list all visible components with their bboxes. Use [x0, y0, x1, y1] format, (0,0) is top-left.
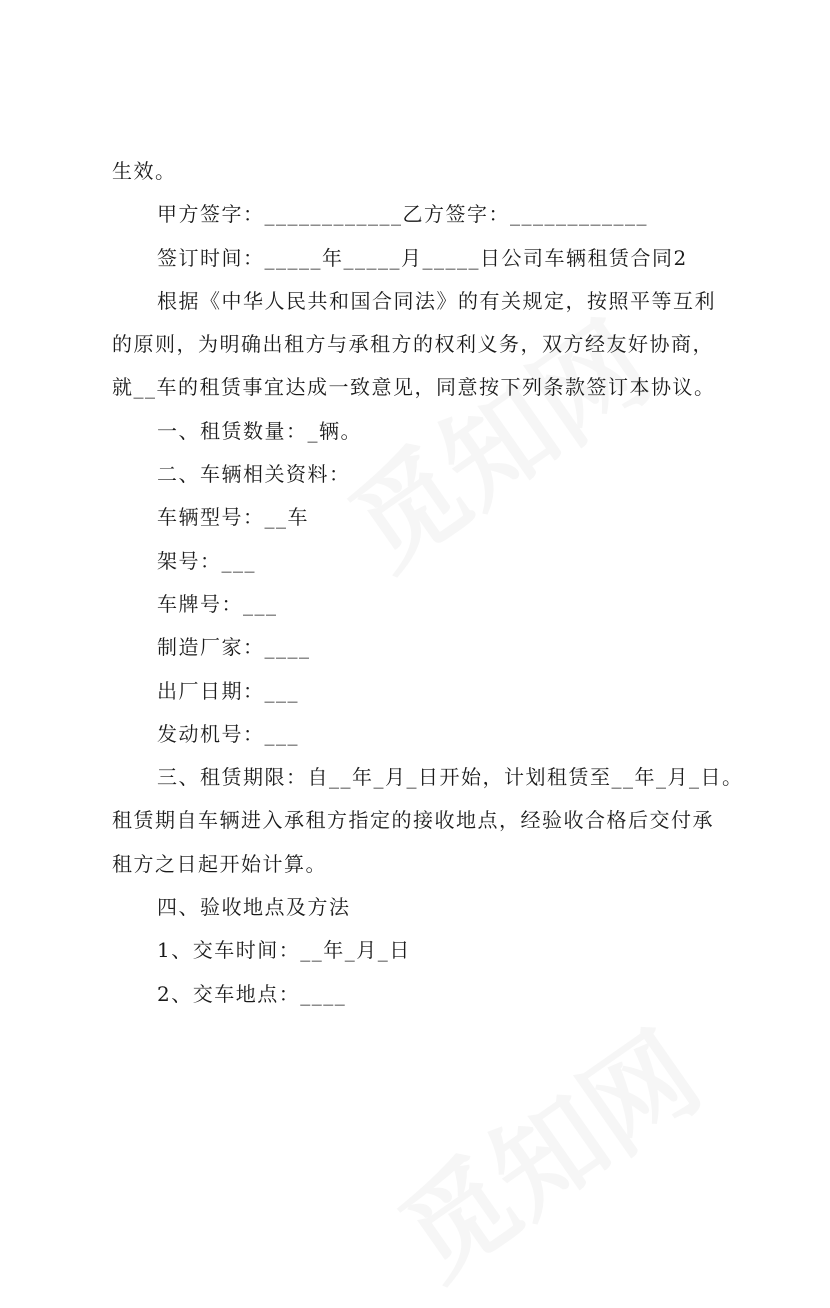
text-line-preamble-2: 的原则，为明确出租方与承租方的权利义务，双方经友好协商，	[112, 332, 714, 357]
text-line-sign-date: 签订时间：_____年_____月_____日公司车辆租赁合同2	[157, 245, 688, 270]
text-line-clause-1: 一、租赁数量：_辆。	[157, 418, 362, 443]
text-line-signatures: 甲方签字：____________乙方签字：____________	[157, 202, 648, 227]
text-line-clause-3-cont-1: 租赁期自车辆进入承租方指定的接收地点，经验收合格后交付承	[112, 808, 714, 833]
text-line-effect: 生效。	[112, 159, 177, 183]
text-line-clause-3-cont-2: 租方之日起开始计算。	[112, 851, 327, 876]
text-line-delivery-place: 2、交车地点：____	[157, 981, 347, 1006]
text-line-plate-number: 车牌号：___	[157, 591, 278, 616]
text-line-engine-number: 发动机号：___	[157, 721, 299, 746]
text-line-clause-4: 四、验收地点及方法	[157, 895, 351, 920]
document-body	[112, 150, 752, 1016]
text-line-delivery-time: 1、交车时间：__年_月_日	[157, 938, 411, 963]
text-line-preamble-3: 就__车的租赁事宜达成一致意见，同意按下列条款签订本协议。	[112, 375, 716, 400]
text-line-clause-3: 三、租赁期限：自__年_月_日开始，计划租赁至__年_月_日。	[157, 765, 744, 790]
watermark-bottom	[365, 990, 726, 1308]
text-line-clause-2: 二、车辆相关资料：	[157, 462, 351, 487]
text-line-frame-number: 架号：___	[157, 548, 256, 573]
text-line-manufacturer: 制造厂家：____	[157, 635, 311, 660]
text-line-vehicle-model: 车辆型号：__车	[157, 505, 309, 530]
text-line-production-date: 出厂日期：___	[157, 678, 299, 703]
text-line-preamble-1: 根据《中华人民共和国合同法》的有关规定，按照平等互利	[157, 288, 716, 313]
